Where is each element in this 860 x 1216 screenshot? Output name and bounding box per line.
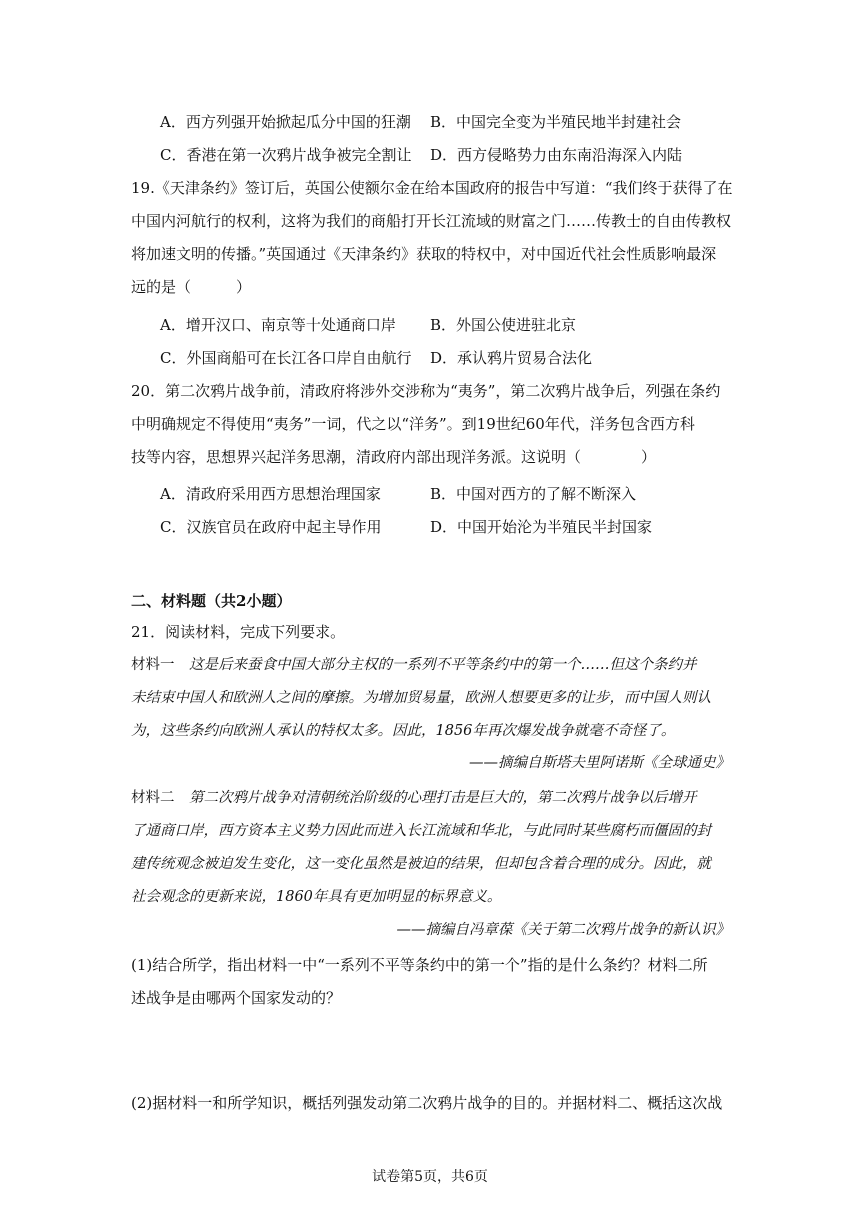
material-label: 材料二: [131, 790, 175, 806]
option-a: A．清政府采用西方思想治理国家: [160, 485, 381, 503]
option-d: D．西方侵略势力由东南沿海深入内陆: [430, 146, 683, 164]
material-one-line: [131, 655, 731, 675]
subquestion-2: (2)据材料一和所学知识，概括列强发动第二次鸦片战争的目的。并据材料二、概括这次战: [131, 1094, 723, 1112]
option-a: A．西方列强开始掀起瓜分中国的狂潮: [160, 113, 411, 131]
question-21-prompt: 21．阅读材料，完成下列要求。: [131, 623, 346, 641]
option-b: B．中国完全变为半殖民地半封建社会: [430, 113, 682, 131]
material-text: 这是后来蚕食中国大部分主权的一系列不平等条约中的第一个……但这个条约并: [174, 657, 697, 673]
option-d: D．中国开始沦为半殖民半封国家: [430, 518, 653, 536]
material-two-line: 社会观念的更新来说，1860年具有更加明显的标界意义。: [131, 889, 502, 905]
material-source: ——摘编自冯章葆《关于第二次鸦片战争的新认识》: [396, 922, 730, 938]
option-row: [160, 112, 760, 132]
option-row: [160, 517, 760, 537]
option-b: B．中国对西方的了解不断深入: [430, 485, 637, 503]
material-one-line: 为，这些条约向欧洲人承认的特权太多。因此，1856年再次爆发战争就毫不奇怪了。: [131, 723, 676, 739]
section-heading: 二、材料题（共2小题）: [131, 592, 292, 610]
option-row: [160, 348, 760, 368]
material-label: 材料一: [131, 657, 175, 673]
material-two-line: 了通商口岸，西方资本主义势力因此而进入长江流域和华北，与此同时某些腐朽而僵固的封: [131, 823, 711, 839]
question-19-text: 19.《天津条约》签订后，英国公使额尔金在给本国政府的报告中写道：“我们终于获得了在: [131, 179, 733, 197]
material-two-line: [131, 788, 731, 808]
option-d: D．承认鸦片贸易合法化: [430, 349, 593, 367]
material-source: ——摘编自斯塔夫里阿诺斯《全球通史》: [469, 755, 730, 771]
option-c: C．香港在第一次鸦片战争被完全割让: [160, 146, 412, 164]
option-row: [160, 484, 760, 504]
question-20-text: 中明确规定不得使用“夷务”一词，代之以“洋务”。到19世纪60年代，洋务包含西方科: [131, 415, 695, 433]
question-19-text: 将加速文明的传播。”英国通过《天津条约》获取的特权中，对中国近代社会性质影响最深: [131, 245, 717, 263]
option-c: C．外国商船可在长江各口岸自由航行: [160, 349, 412, 367]
subquestion-1: 述战争是由哪两个国家发动的？: [131, 989, 342, 1007]
question-20-text: 技等内容，思想界兴起洋务思潮，清政府内部出现洋务派。这说明（ ）: [131, 448, 657, 466]
material-one-line: 未结束中国人和欧洲人之间的摩擦。为增加贸易量，欧洲人想要更多的让步，而中国人则认: [131, 690, 711, 706]
page-footer: 试卷第5页，共6页: [372, 1169, 488, 1185]
question-19-text: 远的是（ ）: [131, 278, 252, 296]
option-a: A．增开汉口、南京等十处通商口岸: [160, 316, 396, 334]
question-19-text: 中国内河航行的权利，这将为我们的商船打开长江流域的财富之门……传教士的自由传教权: [131, 212, 732, 230]
material-text: 第二次鸦片战争对清朝统治阶级的心理打击是巨大的，第二次鸦片战争以后增开: [174, 790, 697, 806]
option-row: [160, 145, 760, 165]
subquestion-1: (1)结合所学，指出材料一中“一系列不平等条约中的第一个”指的是什么条约？材料二所: [131, 956, 708, 974]
material-two-line: 建传统观念被迫发生变化，这一变化虽然是被迫的结果，但却包含着合理的成分。因此，就: [131, 856, 711, 872]
option-b: B．外国公使进驻北京: [430, 316, 577, 334]
option-c: C．汉族官员在政府中起主导作用: [160, 518, 382, 536]
option-row: [160, 315, 760, 335]
question-20-text: 20．第二次鸦片战争前，清政府将涉外交涉称为“夷务”，第二次鸦片战争后，列强在条约: [131, 382, 721, 400]
